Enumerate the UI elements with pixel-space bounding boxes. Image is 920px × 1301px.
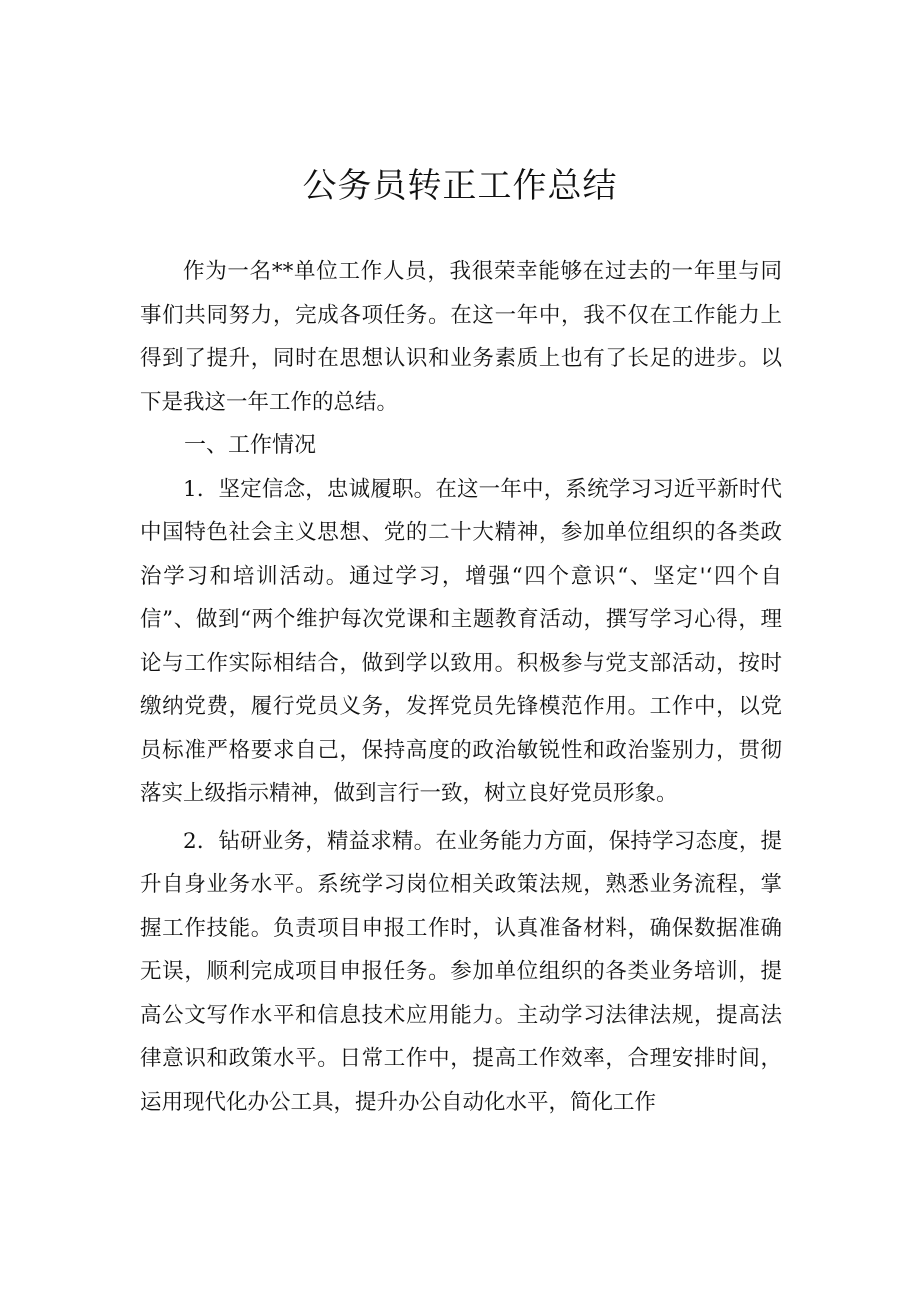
list-item-firm-belief: 1．坚定信念，忠诚履职。在这一年中，系统学习习近平新时代中国特色社会主义思想、党的二十大精神，参加单位组织的各类政治学习和培训活动。通过学习，增强“四个意识“、坚定'‘四个自信”、做到“两个维护每次党课和主题教育活动，撰写学习心得，理论与工作实际相结合，做到学以致用。积极参与党支部活动，按时缴纳党费，履行党员义务，发挥党员先锋模范作用。工作中，以党员标准严格要求自己，保持高度的政治敏锐性和政治鉴别力，贯彻落实上级指示精神，做到言行一致，树立良好党员形象。	[140, 476, 782, 806]
list-item-study-business: 2．钻研业务，精益求精。在业务能力方面，保持学习态度，提升自身业务水平。系统学习岗位相关政策法规，熟悉业务流程，掌握工作技能。负责项目申报工作时，认真准备材料，确保数据准确无误，顺利完成项目申报任务。参加单位组织的各类业务培训，提高公文写作水平和信息技术应用能力。主动学习法律法规，提高法律意识和政策水平。日常工作中，提高工作效率，合理安排时间，运用现代化办公工具，提升办公自动化水平，简化工作	[140, 828, 782, 1115]
intro-paragraph: 作为一名**单位工作人员，我很荣幸能够在过去的一年里与同事们共同努力，完成各项任务。在这一年中，我不仅在工作能力上得到了提升，同时在思想认识和业务素质上也有了长足的进步。以下是我这一年工作的总结。	[140, 259, 782, 415]
section-heading-work-status: 一、工作情况	[184, 433, 317, 458]
document-title: 公务员转正工作总结	[302, 166, 618, 206]
document-body	[140, 250, 782, 1124]
